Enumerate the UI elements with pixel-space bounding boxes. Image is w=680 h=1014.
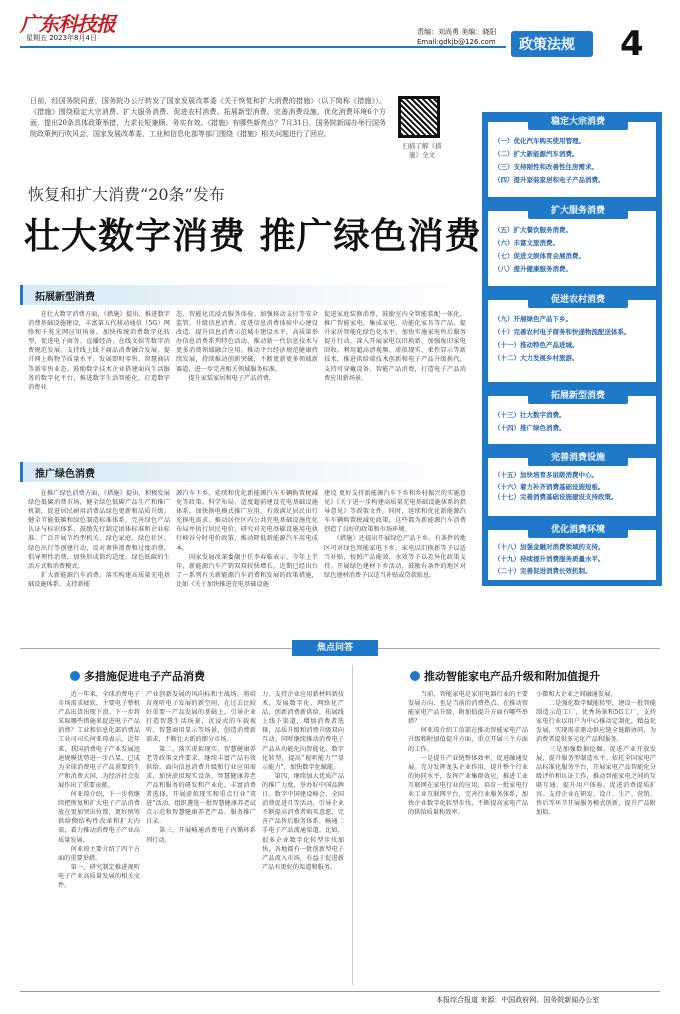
focus-qa-label: 焦点问答 (292, 640, 378, 656)
measure-item: （十四）推广绿色消费。 (494, 424, 566, 432)
measures-sidebar (482, 112, 662, 586)
measure-item: （六）丰富文旅消费。 (494, 239, 559, 247)
masthead-logo: 广东科技报 (20, 12, 115, 36)
left-article-col-2: 产业创新发展的风向标和主战场，将培育视听电子发展的新空间，在过去比较好重要一产品发展的基础上，引导企业打造智慧生活场景，沉浸式的车载视听、智慧商用显示等场景，创造消费新需求，不断壮大新的细分市场。 第二，落实虚拟现实、智慧健康养老等政策文件要求，继续丰富产品有效供给。面向信息消费升级和行业应用需求，加快虚拟现实设备、智慧健康养老产品和服务的研发和产业化，丰富消费者选择。开展虚拟现实和重点行业“双进”活动，组织遴选一批智慧健康养老试点示范和智慧健康养老产品、服务推广目录。 第三，开展畅通消费电子内循环系列行动。 (146, 691, 256, 844)
editor-email[interactable]: Email:gdkjb@126.com (417, 38, 496, 46)
measure-item: （九）开展绿色产品下乡。 (494, 315, 572, 323)
intro-paragraph: 日前，经国务院同意，国务院办公厅转发了国家发展改革委《关于恢复和扩大消费的措施》（以下简称《措施》）。《措施》围绕稳定大宗消费、扩大服务消费、促进农村消费、拓展新型消费、完善消费设施、优化消费环境6个方面，提出20条具体政策举措，力求长短兼顾、务实有效。《措施》有哪些新亮点？7月31日，国务院新闻办举行国务院政策例行吹风会，国家发展改革委、工业和信息化部等部门围绕《措施》相关问题进行了回应。 (30, 97, 386, 138)
measure-group-3 (488, 295, 656, 382)
measure-group-2 (488, 206, 656, 286)
left-article-col-1: 近一年来，全球消费电子市场需求疲软，主要电子整机产品出货出现下滑。下一步将采取哪些措施来促进电子产品消费？工业和信息化部消费品工业司司长何亚琼表示，近年来，我国消费电子产业发展迅速规模优势进一步凸显，已成为全球消费电子产品重要的生产和消费大国，为经济社会发展作出了重要贡献。 何亚琼介绍，下一步将继续把恢复和扩大电子产品消费放在更加突出位置，更好统筹供给侧结构性改革和扩大内需，着力推动消费电子产业高质量发展。 何亚琼主要介绍了四个方面的重要举措。 第一，研究制定推进视听电子产业高质量发展的相关文件。 (58, 691, 140, 889)
measure-item: （十八）加强金融对消费领域的支持。 (494, 543, 605, 551)
measure-item: （十一）推动特色产品进城。 (494, 341, 579, 349)
group-title: 稳定大宗消费 (528, 114, 628, 130)
sec2-column-1: 在推广绿色消费方面，《措施》提出，积极发展绿色低碳消费市场，健全绿色低碳产品生产和推广机制，促进居民耐用消费品绿色更新和品质升级。健全节能低碳和绿色制造标准体系，完善绿色产品认证与标识体系，鼓励先行制定团体标准和企业标准。广泛开展节约型机关、绿色家庭、绿色社区、绿色出行等创建行动，反对奢侈浪费和过度消费，倡导理性消费，加快形成简约适度、绿色低碳的生活方式和消费模式。 扩大新能源汽车消费。落实构建高质量充电基础设施体系、支持新能 (28, 490, 170, 588)
left-article-title-text: 多措施促进电子产品消费 (84, 670, 205, 683)
left-article-title (70, 668, 205, 684)
section-title: 推广绿色消费 (35, 469, 95, 480)
measure-item: （四）提升家装家居和电子产品消费。 (494, 176, 605, 184)
measure-group-1 (488, 117, 656, 197)
measure-item: （一）优化汽车购买使用管理。 (494, 137, 585, 145)
bullet-icon (410, 671, 420, 681)
sec2-column-3: 建设 更好支持新能源汽车下乡和乡村振兴的实施意见》《关于进一步构建高质量充电基础设施体系的指导意见》等政策文件。同时，延续和优化新能源汽车车辆购置税减免政策，这些都为新能源汽车消费创造了良好的政策和市场环境。 《措施》还提出开展绿色产品下乡。有条件的地区可对绿色智能家电下乡、家电以旧换新等予以适当补贴，按照产品能效、水效等予以差异化政策支持。开展绿色建材下乡活动，鼓励有条件的地区对绿色建材消费予以适当补贴或贷款贴息。 (324, 490, 466, 579)
section-logo (511, 31, 593, 57)
group-title: 扩大服务消费 (528, 203, 628, 219)
issue-date: 星期五 2023年8月4日 (26, 34, 97, 42)
source-credit: 本报综合报道 来源：中国政府网、国务院新闻办公室 (436, 996, 600, 1004)
measure-item: （五）扩大餐饮服务消费。 (494, 226, 572, 234)
measure-item: （十七）完善消费基础设施建设支持政策。 (494, 493, 618, 501)
group-title: 拓展新型消费 (528, 388, 628, 404)
right-article-title-text: 推动智能家电产品升级和附加值提升 (424, 670, 600, 683)
sec1-column-1: 在壮大数字消费方面，《措施》提出，推进数字消费基础设施建设，丰富第五代移动通信（5G）网络和千兆光网应用场景。加快传统消费数字化转型，促进电子商务、直播经济、在线文娱等数字消费规范发展。支持线上线下商品消费融合发展，提升网上购物节质量水平。发展即时零售、智慧商店等新零售业态。鼓励数字技术企业搭建面向生活服务的数字化平台，推进数字生活智能化，打造数字消费业 (28, 311, 170, 391)
measure-item: （二）扩大新能源汽车消费。 (494, 150, 579, 158)
section-bar-new-consumption (20, 285, 472, 305)
right-article-title (410, 668, 600, 684)
measure-item: （二十）完善促进消费长效机制。 (494, 567, 592, 575)
measure-item: （三）支持刚性和改善性住房需求。 (494, 163, 598, 171)
footer-divider (20, 991, 660, 992)
sec1-column-2: 态、智能化沉浸式服务体验。加强移动支付等安全监管。升级信息消费，促进信息消费体验中心建设改造，提升信息消费示范城市建设水平，高质量举办信息消费系列特色活动，推动新一代信息技术与更多消费领域融合应用。推动平台经济规范健康持续发展，持续推动创新突破，不断更新更多领域新赛道，进一步完善相关领域服务标准。 提升家装家居和电子产品消费， (176, 311, 318, 382)
left-article-col-3: 力，支持企业应用新材料新技术，发展数字化、网络化产品，创新消费新供给，拓展线上线下渠道，增加消费者选择，品质升级和消费升级双向互动。同时继续推动消费电子产品从功能化向智能化、数字化转型，提高“视听能力”“显示能力”，加快数字化赋能。 第四，继续加大优质产品的推广力度，举办好中国品牌日、数字中国建设峰会、全国消费促进月等活动，引导企业不断提高消费者购买意愿，完善产品售后服务体系，畅通二手电子产品流通渠道。比如，很多企业数字化转型步伐加快，各地都有一批创新型电子产品流入市场，有益于促进新产品有更好的渠道和服务。 (262, 691, 344, 871)
measure-group-4 (488, 391, 656, 444)
measure-item: （十二）大力发展乡村旅游。 (494, 354, 579, 362)
qr-code-icon[interactable] (398, 96, 440, 138)
group-title: 完善消费设施 (528, 450, 628, 466)
measure-item: （十六）着力补齐消费基础设施短板。 (494, 483, 605, 491)
section-bar-green-consumption (20, 462, 472, 482)
qr-caption: 扫描了解《措施》全文 (402, 142, 442, 159)
column-divider (352, 665, 353, 985)
measure-item: （七）促进文娱体育会展消费。 (494, 252, 585, 260)
sec1-column-3: 促进家庭装修消费，鼓励室内全智能装配一体化。推广智能家电、集成家电、功能化家具等产品，提升家居智能化绿色化水平。加快实施家电售后服务提升行动。深入开展家电以旧换新，加强废旧家电回收。利用超高清视频、虚拟现实、柔性显示等新技术，推进供给端技术创新和电子产品升级换代。支持可穿戴设备、智能产品消费，打造电子产品消费应用新场景。 (324, 311, 466, 382)
header-divider (20, 46, 506, 48)
kicker: 恢复和扩大消费“20条”发布 (28, 185, 225, 204)
bullet-icon (70, 671, 80, 681)
sec2-column-2: 源汽车下乡、延续和优化新能源汽车车辆购置税减免等政策。科学布局、适度超前建设充电基础设施体系，加快换电模式推广应用，有效满足居民出行充换电需求。推动居住区内公共充电基础设施优化布局并执行居民电价，研究对充电基础设施用电执行峰谷分时电价政策，推动降低新能源汽车用电成本。 国家发展改革委副主任李春临表示，今年上半年，新能源汽车产销双双较快增长。近期已经出台了一系列有关新能源汽车消费和发展的政策措施，比如《关于加快推进充电基础设施 (176, 490, 318, 588)
group-title: 促进农村消费 (528, 292, 628, 308)
page-title: 壮大数字消费 推广绿色消费 (24, 215, 482, 257)
page-number: 4 (620, 24, 644, 64)
section-name: 政策法规 (519, 37, 575, 53)
measure-item: （十三）壮大数字消费。 (494, 411, 566, 419)
right-article-col-1: 当前，智能家电是家用电器行业的主要发展方向，也是当前的消费热点。在推动智能家电产品升级、附加值提升方面有哪些举措？ 何亚琼介绍工信部在推动智能家电产品升级和附加值提升方面，重点开展三个方面的工作。 一是提升产业链整体效率，促进融通发展。充分发挥龙头企业作用，提升整个行业的协同水平，发挥产业集群效应，推进工业互联网在家电行业的应用，培育一批家电行业工业互联网平台，完善行业服务体系，加快企业数字化转型步伐，不断提高家电产品的供给质量和效率。 (408, 691, 528, 817)
measure-group-5 (488, 453, 656, 516)
section-title: 拓展新型消费 (35, 292, 95, 303)
measure-group-6 (488, 525, 656, 580)
measure-item: （十五）加快培育多层级消费中心。 (494, 471, 598, 479)
measure-item: （八）提升健康服务消费。 (494, 265, 572, 273)
editor-names: 责编：刘尚勇 美编：晓阳 (417, 28, 497, 36)
right-article-col-2: 小微和大企业之间融通发展。 二是强化数字赋能转型，建设一批智能制造示范工厂，优秀场景和5G工厂，支持家电行业以用户为中心推动定制化，精益化发展，实现需求驱动供应链全链路协同，为消费者提供多元化产品和服务。 三是加强数据挖掘、促进产业开放发展，提升服务型制造水平。依托全国家电产品标准化服务平台，开展家电产品智能化分级评价和认证工作，推动智能家电之间的互联互通，提升用户体验，促进消费提质扩容。支持企业在研发、设计、生产、营销、售后等环节开展服务模式创新，提升产品附加值。 (536, 691, 656, 817)
group-title: 优化消费环境 (528, 522, 628, 538)
measure-item: （十九）持续提升消费服务质量水平。 (494, 555, 605, 563)
measure-item: （十）完善农村电子商务和快递物流配送体系。 (494, 328, 631, 336)
editor-info (417, 27, 496, 47)
